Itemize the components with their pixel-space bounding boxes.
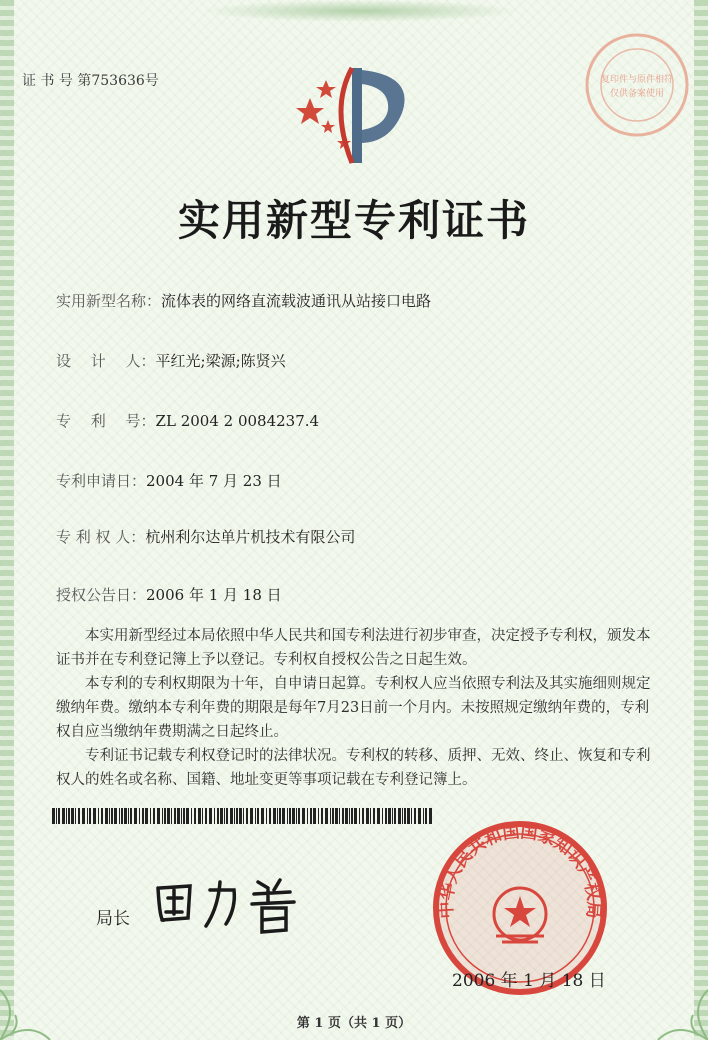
body-paragraph-3: 专利证书记载专利权登记时的法律状况。专利权的转移、质押、无效、终止、恢复和专利权人的姓名或名称、国籍、地址变更等事项记载在专利登记簿上。: [56, 748, 651, 788]
border-left: [0, 0, 14, 1040]
director-signature: [150, 868, 310, 938]
field-label: 专 利 号：: [56, 412, 156, 430]
border-top-ornament: [200, 0, 520, 22]
certificate-body: [56, 624, 656, 792]
svg-text:仅供备案使用: 仅供备案使用: [609, 89, 665, 99]
field-value: ZL 2004 2 0084237.4: [155, 412, 320, 430]
director-label: 局长: [96, 909, 130, 929]
field-utility-name: [56, 290, 431, 311]
certificate-number: 证 书 号 第753636号: [22, 73, 159, 89]
field-label: 实用新型名称：: [56, 292, 162, 310]
body-paragraph-2: 本专利的专利权期限为十年，自申请日起算。专利权人应当依照专利法及其实施细则规定缴纳年费。缴纳本专利年费的期限是每年7月23日前一个月内。未按照规定缴纳年费的，专利权自应当缴纳年费期满之日起终止。: [56, 676, 651, 740]
body-paragraph-1: 本实用新型经过本局依照中华人民共和国专利法进行初步审查，决定授予专利权，颁发本证书并在专利登记簿上予以登记。专利权自授权公告之日起生效。: [56, 628, 651, 668]
field-value: 流体表的网络直流载波通讯从站接口电路: [161, 292, 432, 310]
field-value: 平红光;梁源;陈贤兴: [155, 352, 286, 370]
verification-seal: [582, 30, 692, 140]
svg-text:中华人民共和国国家知识产权局: 中华人民共和国国家知识产权局: [436, 822, 604, 919]
field-patentee: [56, 526, 355, 547]
issue-date: 2006 年 1 月 18 日: [452, 971, 606, 991]
barcode: [52, 808, 432, 824]
page-number: 第 1 页（共 1 页）: [296, 1016, 412, 1031]
field-label: 专 利 权 人：: [56, 528, 146, 546]
field-value: 2004 年 7 月 23 日: [146, 472, 282, 490]
field-designer: [56, 350, 286, 371]
corner-ornament-bottom-left: [0, 980, 60, 1040]
field-label: 设 计 人：: [56, 352, 156, 370]
svg-text:复印件与原件相符: 复印件与原件相符: [600, 75, 674, 85]
corner-ornament-bottom-right: [648, 980, 708, 1040]
field-value: 2006 年 1 月 18 日: [146, 586, 282, 604]
border-right: [694, 0, 708, 1040]
field-patent-number: [56, 410, 319, 431]
field-label: 专利申请日：: [56, 472, 147, 490]
field-value: 杭州利尔达单片机技术有限公司: [145, 528, 356, 546]
field-label: 授权公告日：: [56, 586, 147, 604]
field-grant-date: [56, 584, 282, 605]
certificate-title: 实用新型专利证书: [177, 196, 530, 245]
field-application-date: [56, 470, 282, 491]
patent-office-logo: [290, 58, 430, 168]
